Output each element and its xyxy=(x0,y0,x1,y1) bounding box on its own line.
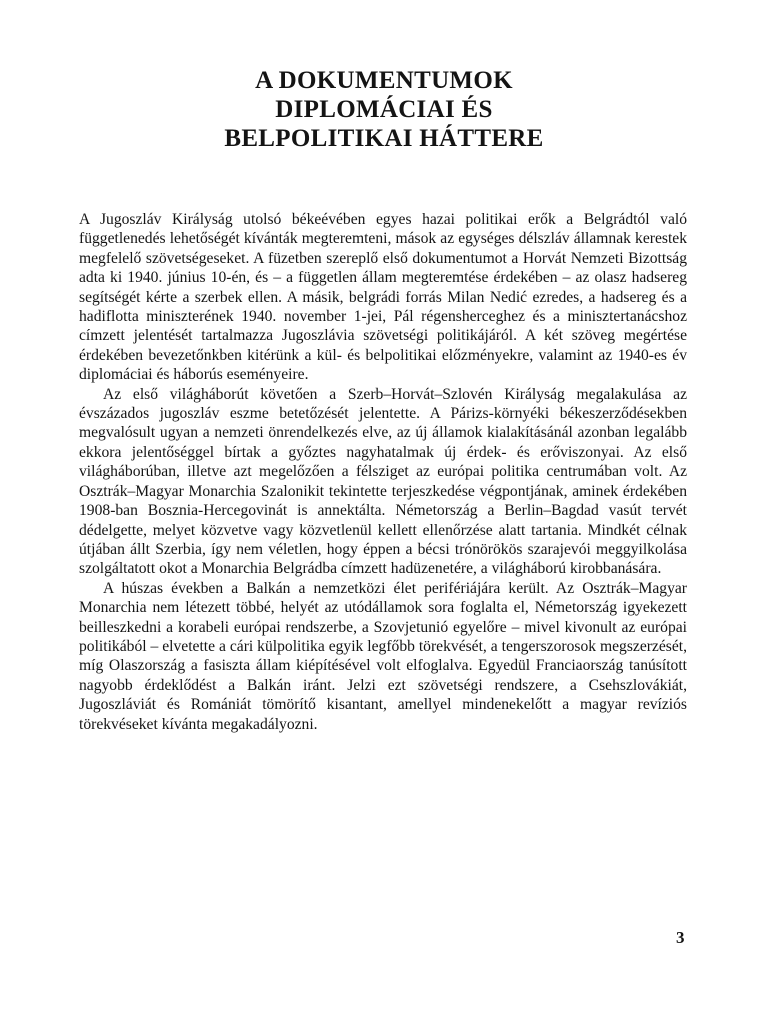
chapter-title xyxy=(0,66,768,153)
page-number: 3 xyxy=(676,928,685,947)
paragraph-3: A húszas években a Balkán a nemzetközi élet perifériájára került. Az Osztrák–Magyar Monarchia nem létezett többé, helyét az utódállamok sora foglalta el, Németország igyekezett beilleszkedni a korabeli európai rendszerbe, a Szovjetunió egyelőre – mivel kivonult az európai politikából – elvetette a cári külpolitika egyik legfőbb törekvését, a tengerszorosok megszerzését, míg Olaszország a fasiszta állam kiépítésével volt elfoglalva. Egyedül Franciaország tanúsított nagyobb érdeklődést a Balkán iránt. Jelzi ezt szövetségi rendszere, a Csehszlovákiát, Jugoszláviát és Romániát tömörítő kisantant, amellyel mindenekelőtt a magyar revíziós törekvéseket kívánta megakadályozni. xyxy=(79,579,687,733)
paragraph-1: A Jugoszláv Királyság utolsó békeévében egyes hazai politikai erők a Belgrádtól való függetlenedés lehetőségét kívánták megteremteni, mások az egységes délszláv államnak kerestek megfelelő szövetségeseket. A füzetben szereplő első dokumentumot a Horvát Nemzeti Bizottság adta ki 1940. június 10-én, és – a független állam megteremtése érdekében – az olasz hadsereg segítségét kérte a szerbek ellen. A másik, belgrádi forrás Milan Nedić ezredes, a hadsereg és a hadiflotta miniszterének 1940. november 1-jei, Pál régensherceghez és a minisztertanácshoz címzett jelentését tartalmazza Jugoszlávia szövetségi politikájáról. A két szöveg megértése érdekében bevezetőnkben kitérünk a kül- és belpolitikai előzményekre, valamint az 1940-es év diplomáciai és háborús eseményeire. xyxy=(79,211,687,384)
chapter-title-line-1: A DOKUMENTUMOK xyxy=(255,67,513,94)
paragraph-2: Az első világháborút követően a Szerb–Horvát–Szlovén Királyság megalakulása az évszázados jugoszláv eszme betetőzését jelentette. A Párizs-környéki békeszerződésekben megvalósult ugyan a nemzeti önrendelkezés elve, az új államok kialakításánál azonban legalább ekkora jelentőséggel bírtak a győztes nagyhatalmak új érdek- és erőviszonyai. Az első világháborúban, illetve azt megelőzően a félsziget az európai politika centrumában volt. Az Osztrák–Magyar Monarchia Szalonikit tekintette terjeszkedése végpontjának, aminek érdekében 1908-ban Bosznia-Hercegovinát is annektálta. Németország a Berlin–Bagdad vasút tervét dédelgette, melyet közvetve vagy közvetlenül kellett ellenőrzése alatt tartania. Mindkét célnak útjában állt Szerbia, így nem véletlen, hogy éppen a bécsi trónörökös szarajevói meggyilkolása szolgáltatott okot a Monarchia Belgrádba címzett hadüzenetére, a világháború kirobbanására. xyxy=(79,385,687,578)
body-text xyxy=(79,210,687,734)
chapter-title-line-2: DIPLOMÁCIAI ÉS xyxy=(275,96,493,123)
chapter-title-line-3: BELPOLITIKAI HÁTTERE xyxy=(224,125,544,152)
